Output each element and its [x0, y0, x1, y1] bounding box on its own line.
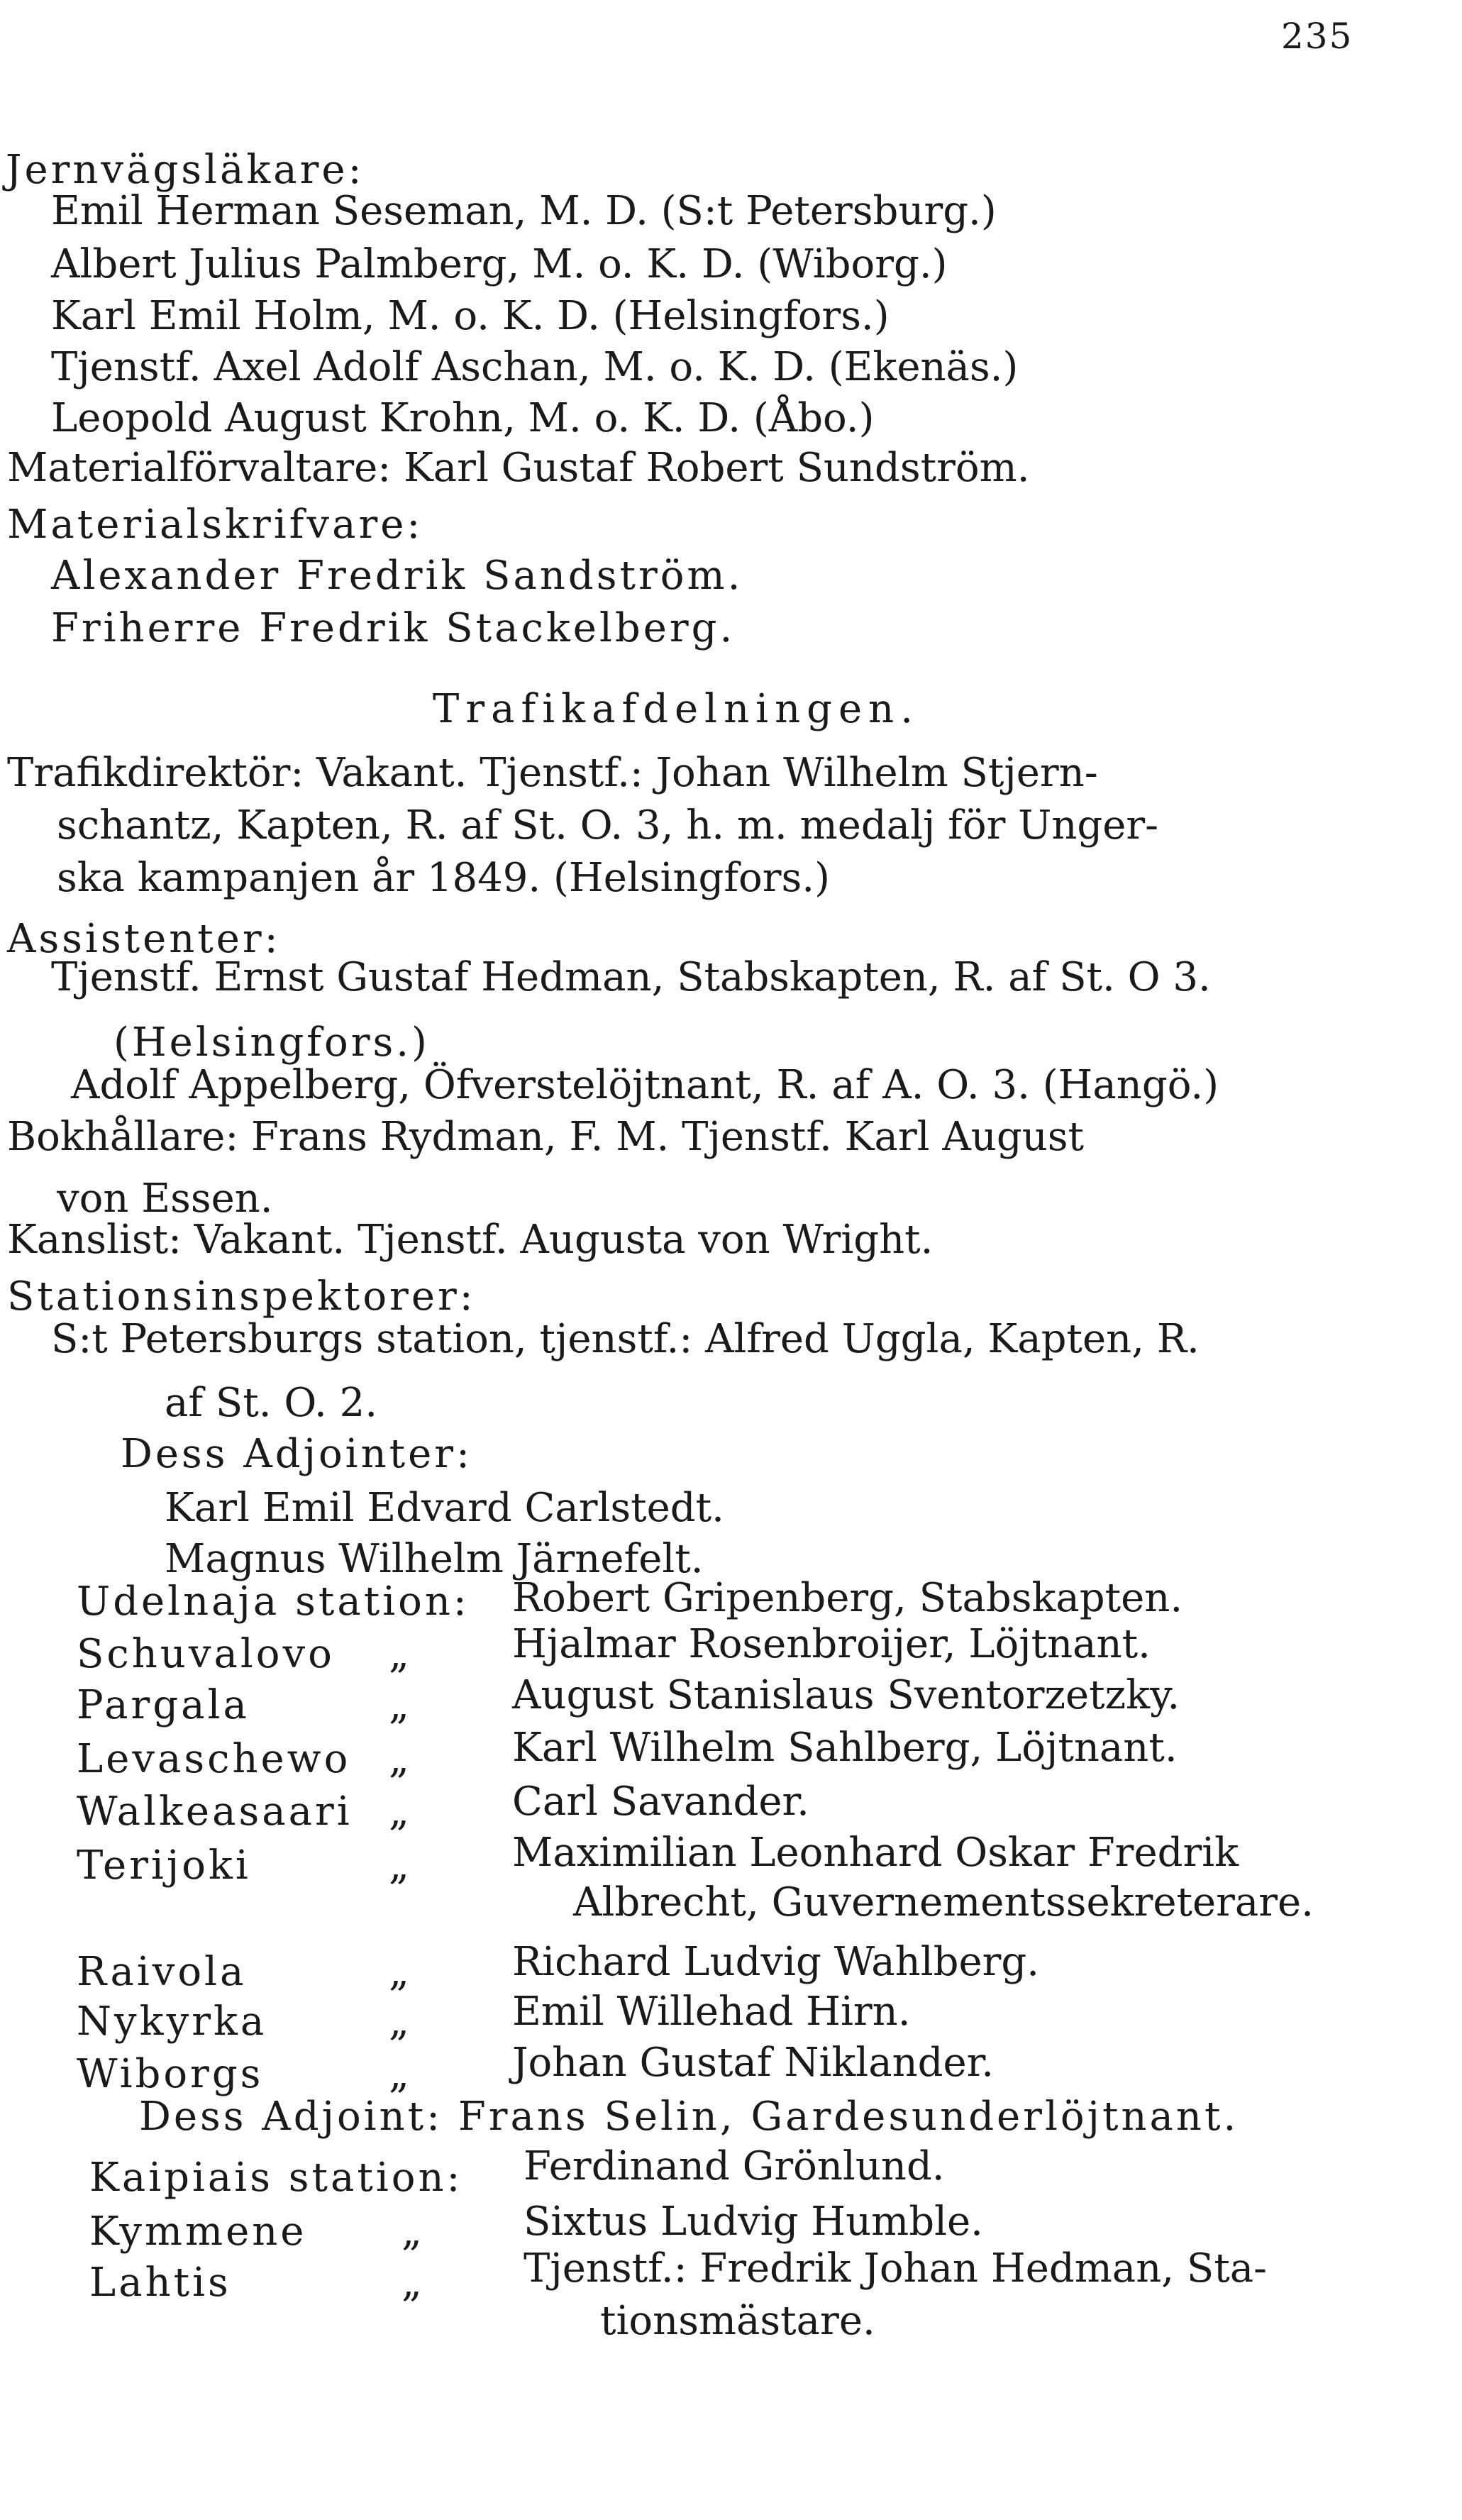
station-person: Tjenstf.: Fredrik Johan Hedman, Sta-: [524, 2245, 1268, 2292]
station-name: Lahtis: [89, 2260, 231, 2306]
bokhallare-line: Bokhållare: Frans Rydman, F. M. Tjenstf. Karl August: [7, 1114, 1085, 1160]
kanslist-line: Kanslist: Vakant. Tjenstf. Augusta von Wright.: [7, 1217, 934, 1263]
assistenter-heading: Assistenter:: [7, 916, 281, 962]
ditto-mark: „: [389, 1736, 410, 1782]
station-person: Richard Ludvig Wahlberg.: [512, 1939, 1040, 1985]
adjoint-line: Magnus Wilhelm Järnefelt.: [165, 1536, 704, 1582]
station-name: Kymmene: [89, 2209, 307, 2255]
doctor-line: Leopold August Krohn, M. o. K. D. (Åbo.): [51, 395, 875, 441]
petersburg-line: af St. O. 2.: [165, 1380, 378, 1426]
station-person: Maximilian Leonhard Oskar Fredrik: [512, 1830, 1239, 1876]
jernvag-heading: Jernvägsläkare:: [6, 147, 365, 193]
ditto-mark: „: [389, 1999, 410, 2045]
station-person: Sixtus Ludvig Humble.: [524, 2199, 983, 2245]
station-person-continued: Albrecht, Guvernementssekreterare.: [573, 1879, 1314, 1925]
ditto-mark: „: [389, 1631, 410, 1677]
adjointer-heading: Dess Adjointer:: [121, 1431, 472, 1477]
doctor-line: Albert Julius Palmberg, M. o. K. D. (Wiborg.): [51, 241, 948, 287]
ditto-mark: „: [389, 1682, 410, 1728]
petersburg-line: S:t Petersburgs station, tjenstf.: Alfred Uggla, Kapten, R.: [51, 1316, 1200, 1362]
ditto-mark: „: [389, 2051, 410, 2097]
ditto-mark: „: [389, 1949, 410, 1995]
station-name: Udelnaja station:: [77, 1579, 470, 1625]
ditto-mark: „: [389, 1842, 410, 1889]
materialforvaltare-line: Materialförvaltare: Karl Gustaf Robert Sundström.: [7, 445, 1030, 491]
station-name: Pargala: [77, 1682, 250, 1728]
station-person: Hjalmar Rosenbroijer, Löjtnant.: [512, 1621, 1151, 1667]
station-name: Raivola: [77, 1949, 247, 1995]
page-number: 235: [1281, 16, 1353, 57]
station-name: Kaipiais station:: [89, 2155, 463, 2201]
section-title: Trafikafdelningen.: [433, 686, 919, 732]
inspektorer-heading: Stationsinspektorer:: [7, 1273, 476, 1320]
adjoint-line: Karl Emil Edvard Carlstedt.: [165, 1485, 724, 1531]
station-person: Johan Gustaf Niklander.: [512, 2040, 995, 2086]
ditto-mark: „: [402, 2209, 423, 2255]
doctor-line: Tjenstf. Axel Adolf Aschan, M. o. K. D. (Ekenäs.): [51, 344, 1019, 390]
station-person: Karl Wilhelm Sahlberg, Löjtnant.: [512, 1725, 1178, 1771]
station-name: Nykyrka: [77, 1999, 267, 2045]
station-person: August Stanislaus Sventorzetzky.: [512, 1672, 1180, 1718]
wiborg-adjoint-line: Dess Adjoint: Frans Selin, Gardesunderlöjtnant.: [139, 2094, 1239, 2140]
materialskrifvare-line: Alexander Fredrik Sandström.: [51, 553, 743, 599]
doctor-line: Karl Emil Holm, M. o. K. D. (Helsingfors.): [51, 293, 890, 339]
station-person: Ferdinand Grönlund.: [524, 2143, 945, 2189]
station-name: Terijoki: [77, 1842, 251, 1889]
assistent-line: Adolf Appelberg, Öfverstelöjtnant, R. af A. O. 3. (Hangö.): [71, 1062, 1219, 1108]
doctor-line: Emil Herman Seseman, M. D. (S:t Petersburg.): [51, 188, 997, 234]
station-name: Schuvalovo: [77, 1631, 335, 1677]
ditto-mark: „: [389, 1789, 410, 1835]
trafikdirektor-line: schantz, Kapten, R. af St. O. 3, h. m. medalj för Unger-: [57, 802, 1159, 849]
station-person: Carl Savander.: [512, 1779, 809, 1825]
station-name: Wiborgs: [77, 2051, 264, 2097]
assistent-line: Tjenstf. Ernst Gustaf Hedman, Stabskapten, R. af St. O 3.: [51, 954, 1211, 1000]
station-name: Levaschewo: [77, 1736, 351, 1782]
station-person-continued: tionsmästare.: [600, 2298, 875, 2344]
materialskrifvare-line: Friherre Fredrik Stackelberg.: [51, 605, 736, 651]
station-person: Robert Gripenberg, Stabskapten.: [512, 1575, 1183, 1621]
materialskrifvare-heading: Materialskrifvare:: [7, 502, 423, 548]
bokhallare-line: von Essen.: [57, 1176, 273, 1222]
ditto-mark: „: [402, 2260, 423, 2306]
station-name: Walkeasaari: [77, 1789, 353, 1835]
station-person: Emil Willehad Hirn.: [512, 1989, 911, 2035]
assistent-line: (Helsingfors.): [113, 1019, 430, 1066]
trafikdirektor-line: Trafikdirektör: Vakant. Tjenstf.: Johan Wilhelm Stjern-: [7, 750, 1098, 796]
trafikdirektor-line: ska kampanjen år 1849. (Helsingfors.): [57, 855, 830, 901]
